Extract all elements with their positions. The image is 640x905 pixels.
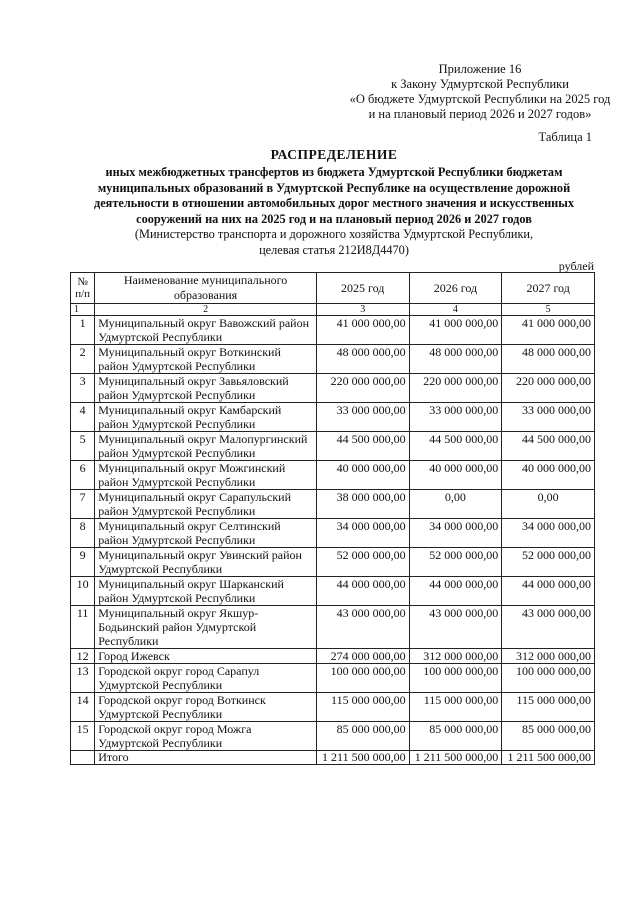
row-number: 8 — [71, 519, 95, 548]
column-index: 5 — [502, 304, 595, 316]
total-label: Итого — [95, 751, 317, 765]
row-value-2026: 85 000 000,00 — [409, 722, 502, 751]
row-name: Муниципальный округ Можгинский район Удмуртской Республики — [95, 461, 317, 490]
row-name: Муниципальный округ Вавожский район Удмуртской Республики — [95, 316, 317, 345]
row-name: Муниципальный округ Якшур-Бодьинский район Удмуртской Республики — [95, 606, 317, 649]
row-value-2027: 43 000 000,00 — [502, 606, 595, 649]
row-number: 5 — [71, 432, 95, 461]
appendix-line-3: «О бюджете Удмуртской Республики на 2025 год — [349, 92, 611, 106]
column-index: 2 — [95, 304, 317, 316]
table-row — [71, 316, 595, 345]
row-value-2025: 44 000 000,00 — [316, 577, 409, 606]
row-value-2025: 85 000 000,00 — [316, 722, 409, 751]
row-value-2027: 44 000 000,00 — [502, 577, 595, 606]
row-number: 14 — [71, 693, 95, 722]
header-2025: 2025 год — [316, 273, 409, 304]
header-row — [71, 273, 595, 304]
currency-unit: рублей — [558, 259, 594, 273]
ministry-line: (Министерство транспорта и дорожного хозяйства Удмуртской Республики, — [134, 227, 534, 241]
table-row — [71, 519, 595, 548]
row-number: 12 — [71, 649, 95, 664]
row-name: Городской округ город Сарапул Удмуртской Республики — [95, 664, 317, 693]
row-value-2026: 48 000 000,00 — [409, 345, 502, 374]
total-value-2026: 1 211 500 000,00 — [409, 751, 502, 765]
row-value-2027: 115 000 000,00 — [502, 693, 595, 722]
subtitle-line: деятельности в отношении автомобильных дорог местного значения и искусственных — [93, 196, 574, 210]
row-number: 6 — [71, 461, 95, 490]
title-block — [70, 147, 598, 258]
row-name: Муниципальный округ Завьяловский район Удмуртской Республики — [95, 374, 317, 403]
row-name: Муниципальный округ Увинский район Удмуртской Республики — [95, 548, 317, 577]
row-name: Городской округ город Можга Удмуртской Республики — [95, 722, 317, 751]
row-value-2025: 41 000 000,00 — [316, 316, 409, 345]
row-name: Муниципальный округ Камбарский район Удмуртской Республики — [95, 403, 317, 432]
table-row — [71, 345, 595, 374]
table-row — [71, 664, 595, 693]
row-value-2025: 34 000 000,00 — [316, 519, 409, 548]
row-value-2026: 100 000 000,00 — [409, 664, 502, 693]
table-row — [71, 722, 595, 751]
row-value-2026: 33 000 000,00 — [409, 403, 502, 432]
row-number: 11 — [71, 606, 95, 649]
table-row — [71, 374, 595, 403]
row-name: Муниципальный округ Шарканский район Удмуртской Республики — [95, 577, 317, 606]
column-index: 3 — [316, 304, 409, 316]
row-value-2025: 274 000 000,00 — [316, 649, 409, 664]
row-name: Муниципальный округ Селтинский район Удмуртской Республики — [95, 519, 317, 548]
row-value-2026: 34 000 000,00 — [409, 519, 502, 548]
table-row — [71, 548, 595, 577]
header-no: № п/п — [71, 273, 95, 304]
row-value-2027: 40 000 000,00 — [502, 461, 595, 490]
row-value-2026: 220 000 000,00 — [409, 374, 502, 403]
row-name: Городской округ город Воткинск Удмуртской Республики — [95, 693, 317, 722]
row-value-2027: 33 000 000,00 — [502, 403, 595, 432]
row-value-2027: 34 000 000,00 — [502, 519, 595, 548]
table-number: Таблица 1 — [538, 130, 592, 144]
ministry-line: целевая статья 212И8Д4470) — [259, 242, 409, 257]
table-row — [71, 490, 595, 519]
row-value-2027: 41 000 000,00 — [502, 316, 595, 345]
row-value-2027: 220 000 000,00 — [502, 374, 595, 403]
document-title: РАСПРЕДЕЛЕНИЕ — [270, 147, 398, 162]
row-name: Муниципальный округ Малопургинский район Удмуртской Республики — [95, 432, 317, 461]
row-value-2026: 52 000 000,00 — [409, 548, 502, 577]
row-value-2025: 40 000 000,00 — [316, 461, 409, 490]
row-value-2027: 52 000 000,00 — [502, 548, 595, 577]
table-row — [71, 606, 595, 649]
row-value-2027: 85 000 000,00 — [502, 722, 595, 751]
row-number: 7 — [71, 490, 95, 519]
table-row — [71, 649, 595, 664]
row-value-2025: 115 000 000,00 — [316, 693, 409, 722]
row-value-2026: 115 000 000,00 — [409, 693, 502, 722]
row-number: 13 — [71, 664, 95, 693]
distribution-table — [70, 272, 595, 765]
row-value-2025: 220 000 000,00 — [316, 374, 409, 403]
row-value-2027: 0,00 — [502, 490, 595, 519]
row-value-2027: 48 000 000,00 — [502, 345, 595, 374]
row-value-2027: 312 000 000,00 — [502, 649, 595, 664]
column-index: 4 — [409, 304, 502, 316]
row-value-2026: 43 000 000,00 — [409, 606, 502, 649]
appendix-line-1: Приложение 16 — [438, 62, 522, 76]
column-index-row — [71, 304, 595, 316]
row-value-2025: 100 000 000,00 — [316, 664, 409, 693]
row-value-2025: 43 000 000,00 — [316, 606, 409, 649]
table-row — [71, 461, 595, 490]
subtitle-line: иных межбюджетных трансфертов из бюджета Удмуртской Республики бюджетам — [105, 165, 563, 179]
subtitle-line: сооружений на них на 2025 год и на плановый период 2026 и 2027 годов — [136, 211, 532, 226]
row-value-2026: 40 000 000,00 — [409, 461, 502, 490]
row-value-2026: 41 000 000,00 — [409, 316, 502, 345]
total-value-2025: 1 211 500 000,00 — [316, 751, 409, 765]
row-name: Муниципальный округ Воткинский район Удмуртской Республики — [95, 345, 317, 374]
row-number: 4 — [71, 403, 95, 432]
row-number: 1 — [71, 316, 95, 345]
total-row — [71, 751, 595, 765]
row-value-2026: 0,00 — [409, 490, 502, 519]
total-number-cell — [71, 751, 95, 765]
row-value-2025: 52 000 000,00 — [316, 548, 409, 577]
row-number: 15 — [71, 722, 95, 751]
row-value-2026: 44 500 000,00 — [409, 432, 502, 461]
row-name: Муниципальный округ Сарапульский район Удмуртской Республики — [95, 490, 317, 519]
row-number: 3 — [71, 374, 95, 403]
row-number: 10 — [71, 577, 95, 606]
total-value-2027: 1 211 500 000,00 — [502, 751, 595, 765]
row-number: 9 — [71, 548, 95, 577]
header-2026: 2026 год — [409, 273, 502, 304]
appendix-line-2: к Закону Удмуртской Республики — [391, 77, 569, 91]
row-value-2027: 100 000 000,00 — [502, 664, 595, 693]
row-number: 2 — [71, 345, 95, 374]
table-row — [71, 403, 595, 432]
table-row — [71, 577, 595, 606]
header-name: Наименование муниципального образования — [95, 273, 317, 304]
table-row — [71, 693, 595, 722]
row-value-2025: 44 500 000,00 — [316, 432, 409, 461]
row-value-2026: 44 000 000,00 — [409, 577, 502, 606]
row-value-2026: 312 000 000,00 — [409, 649, 502, 664]
appendix-line-4: и на плановый период 2026 и 2027 годов» — [368, 107, 592, 121]
row-value-2025: 38 000 000,00 — [316, 490, 409, 519]
header-2027: 2027 год — [502, 273, 595, 304]
appendix-header — [330, 62, 630, 122]
row-value-2025: 48 000 000,00 — [316, 345, 409, 374]
row-value-2027: 44 500 000,00 — [502, 432, 595, 461]
table-row — [71, 432, 595, 461]
column-index: 1 — [71, 304, 95, 316]
row-name: Город Ижевск — [95, 649, 317, 664]
row-value-2025: 33 000 000,00 — [316, 403, 409, 432]
subtitle-line: муниципальных образований в Удмуртской Республике на осуществление дорожной — [97, 180, 571, 195]
